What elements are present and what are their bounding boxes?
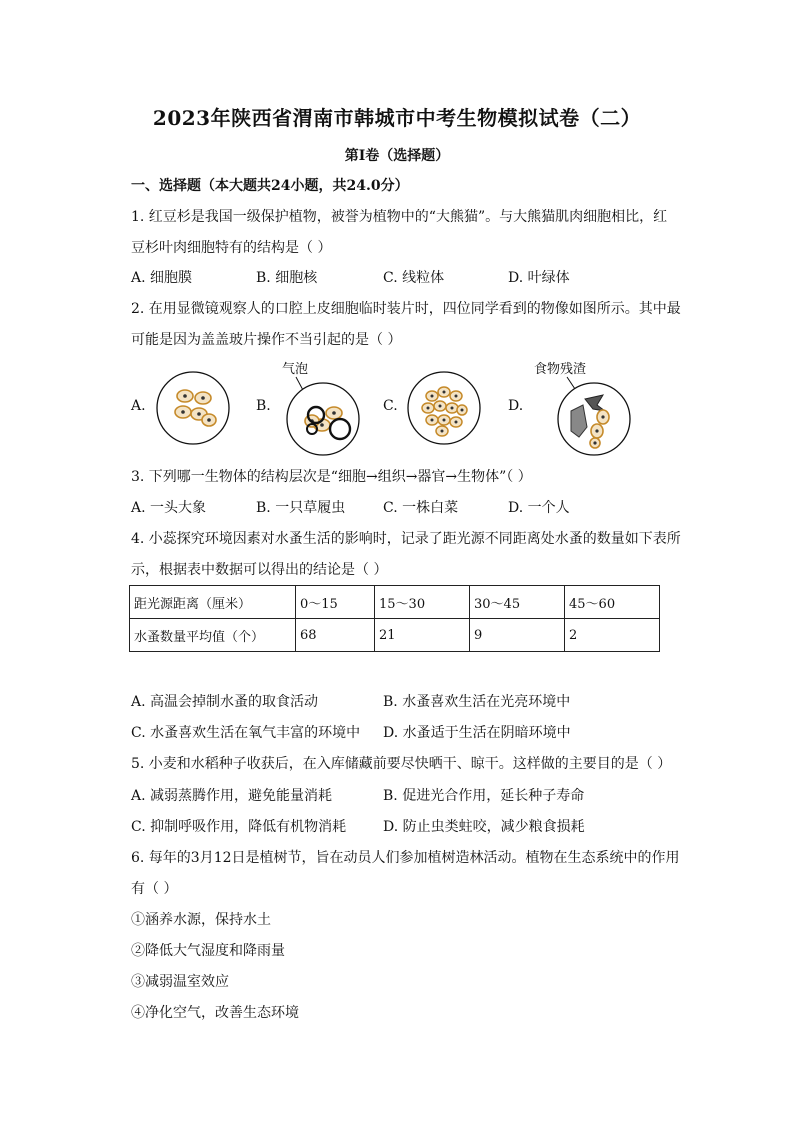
label-food-debris: 食物残渣 <box>534 362 587 377</box>
question-1-line-2: 豆杉叶肉细胞特有的结构是（ ） <box>131 240 332 256</box>
table-cell: 30～45 <box>470 586 565 619</box>
table-cell: 距光源距离（厘米） <box>130 586 296 619</box>
figure-b-microscope-view <box>282 375 364 457</box>
question-2-line-2: 可能是因为盖盖玻片操作不当引起的是（ ） <box>131 332 402 348</box>
q5-option-b: B. 促进光合作用，延长种子寿命 <box>383 788 585 804</box>
part-title: 第I卷（选择题） <box>344 148 450 164</box>
question-3-line-1: 3. 下列哪一生物体的结构层次是“细胞→组织→器官→生物体”（ ） <box>131 469 532 485</box>
q4-option-d: D. 水蚤适于生活在阴暗环境中 <box>383 725 571 741</box>
table-cell: 68 <box>296 619 375 652</box>
q5-option-a: A. 减弱蒸腾作用，避免能量消耗 <box>131 788 333 804</box>
q6-statement-4: ④净化空气，改善生态环境 <box>131 1005 299 1021</box>
q6-statement-2: ②降低大气湿度和降雨量 <box>131 943 285 959</box>
q3-option-d: D. 一个人 <box>508 500 570 516</box>
q1-option-d: D. 叶绿体 <box>508 270 570 286</box>
table-cell: 15～30 <box>375 586 470 619</box>
question-6-line-2: 有（ ） <box>131 881 178 897</box>
q1-option-a: A. 细胞膜 <box>131 270 193 286</box>
table-cell: 9 <box>470 619 565 652</box>
question-2-line-1: 2. 在用显微镜观察人的口腔上皮细胞临时装片时，四位同学看到的物像如图所示。其中最 <box>131 301 681 317</box>
q1-option-c: C. 线粒体 <box>383 270 445 286</box>
q4-option-a: A. 高温会掉制水蚤的取食活动 <box>131 694 319 710</box>
figure-a-letter: A. <box>131 398 146 414</box>
page-title: 2023年陕西省渭南市韩城市中考生物模拟试卷（二） <box>152 106 642 130</box>
question-5-line-1: 5. 小麦和水稻种子收获后，在入库储藏前要尽快晒干、晾干。这样做的主要目的是（ ） <box>131 756 672 772</box>
q4-option-b: B. 水蚤喜欢生活在光亮环境中 <box>383 694 571 710</box>
question-4-line-2: 示，根据表中数据可以得出的结论是（ ） <box>131 562 388 578</box>
figure-c-microscope-view <box>404 368 484 448</box>
q6-statement-3: ③减弱温室效应 <box>131 974 229 990</box>
question-6-line-1: 6. 每年的3月12日是植树节，旨在动员人们参加植树造林活动。植物在生态系统中的作用 <box>131 850 680 866</box>
figure-a-microscope-view <box>153 368 233 448</box>
q4-option-c: C. 水蚤喜欢生活在氧气丰富的环境中 <box>131 725 361 741</box>
q3-option-a: A. 一头大象 <box>131 500 207 516</box>
table-cell: 21 <box>375 619 470 652</box>
question-4-line-1: 4. 小蕊探究环境因素对水蚤生活的影响时，记录了距光源不同距离处水蚤的数量如下表所 <box>131 531 681 547</box>
q1-option-b: B. 细胞核 <box>256 270 318 286</box>
section-heading: 一、选择题（本大题共24小题，共24.0分） <box>131 178 409 194</box>
table-cell: 0～15 <box>296 586 375 619</box>
q5-option-d: D. 防止虫类蛀咬，减少粮食损耗 <box>383 819 585 835</box>
table-row <box>130 586 660 619</box>
figure-c-letter: C. <box>383 398 398 414</box>
data-table <box>129 585 660 652</box>
figure-d-microscope-view <box>553 375 635 457</box>
q6-statement-1: ①涵养水源，保持水土 <box>131 912 271 928</box>
q5-option-c: C. 抑制呼吸作用，降低有机物消耗 <box>131 819 347 835</box>
table-row <box>130 619 660 652</box>
table-cell: 水蚤数量平均值（个） <box>130 619 296 652</box>
q3-option-b: B. 一只草履虫 <box>256 500 346 516</box>
table-cell: 45～60 <box>565 586 660 619</box>
question-1-line-1: 1. 红豆杉是我国一级保护植物，被誉为植物中的“大熊猫”。与大熊猫肌肉细胞相比，红 <box>131 209 668 225</box>
table-cell: 2 <box>565 619 660 652</box>
label-air-bubble: 气泡 <box>282 362 309 377</box>
figure-d-letter: D. <box>508 398 524 414</box>
q3-option-c: C. 一株白菜 <box>383 500 459 516</box>
figure-b-letter: B. <box>256 398 271 414</box>
